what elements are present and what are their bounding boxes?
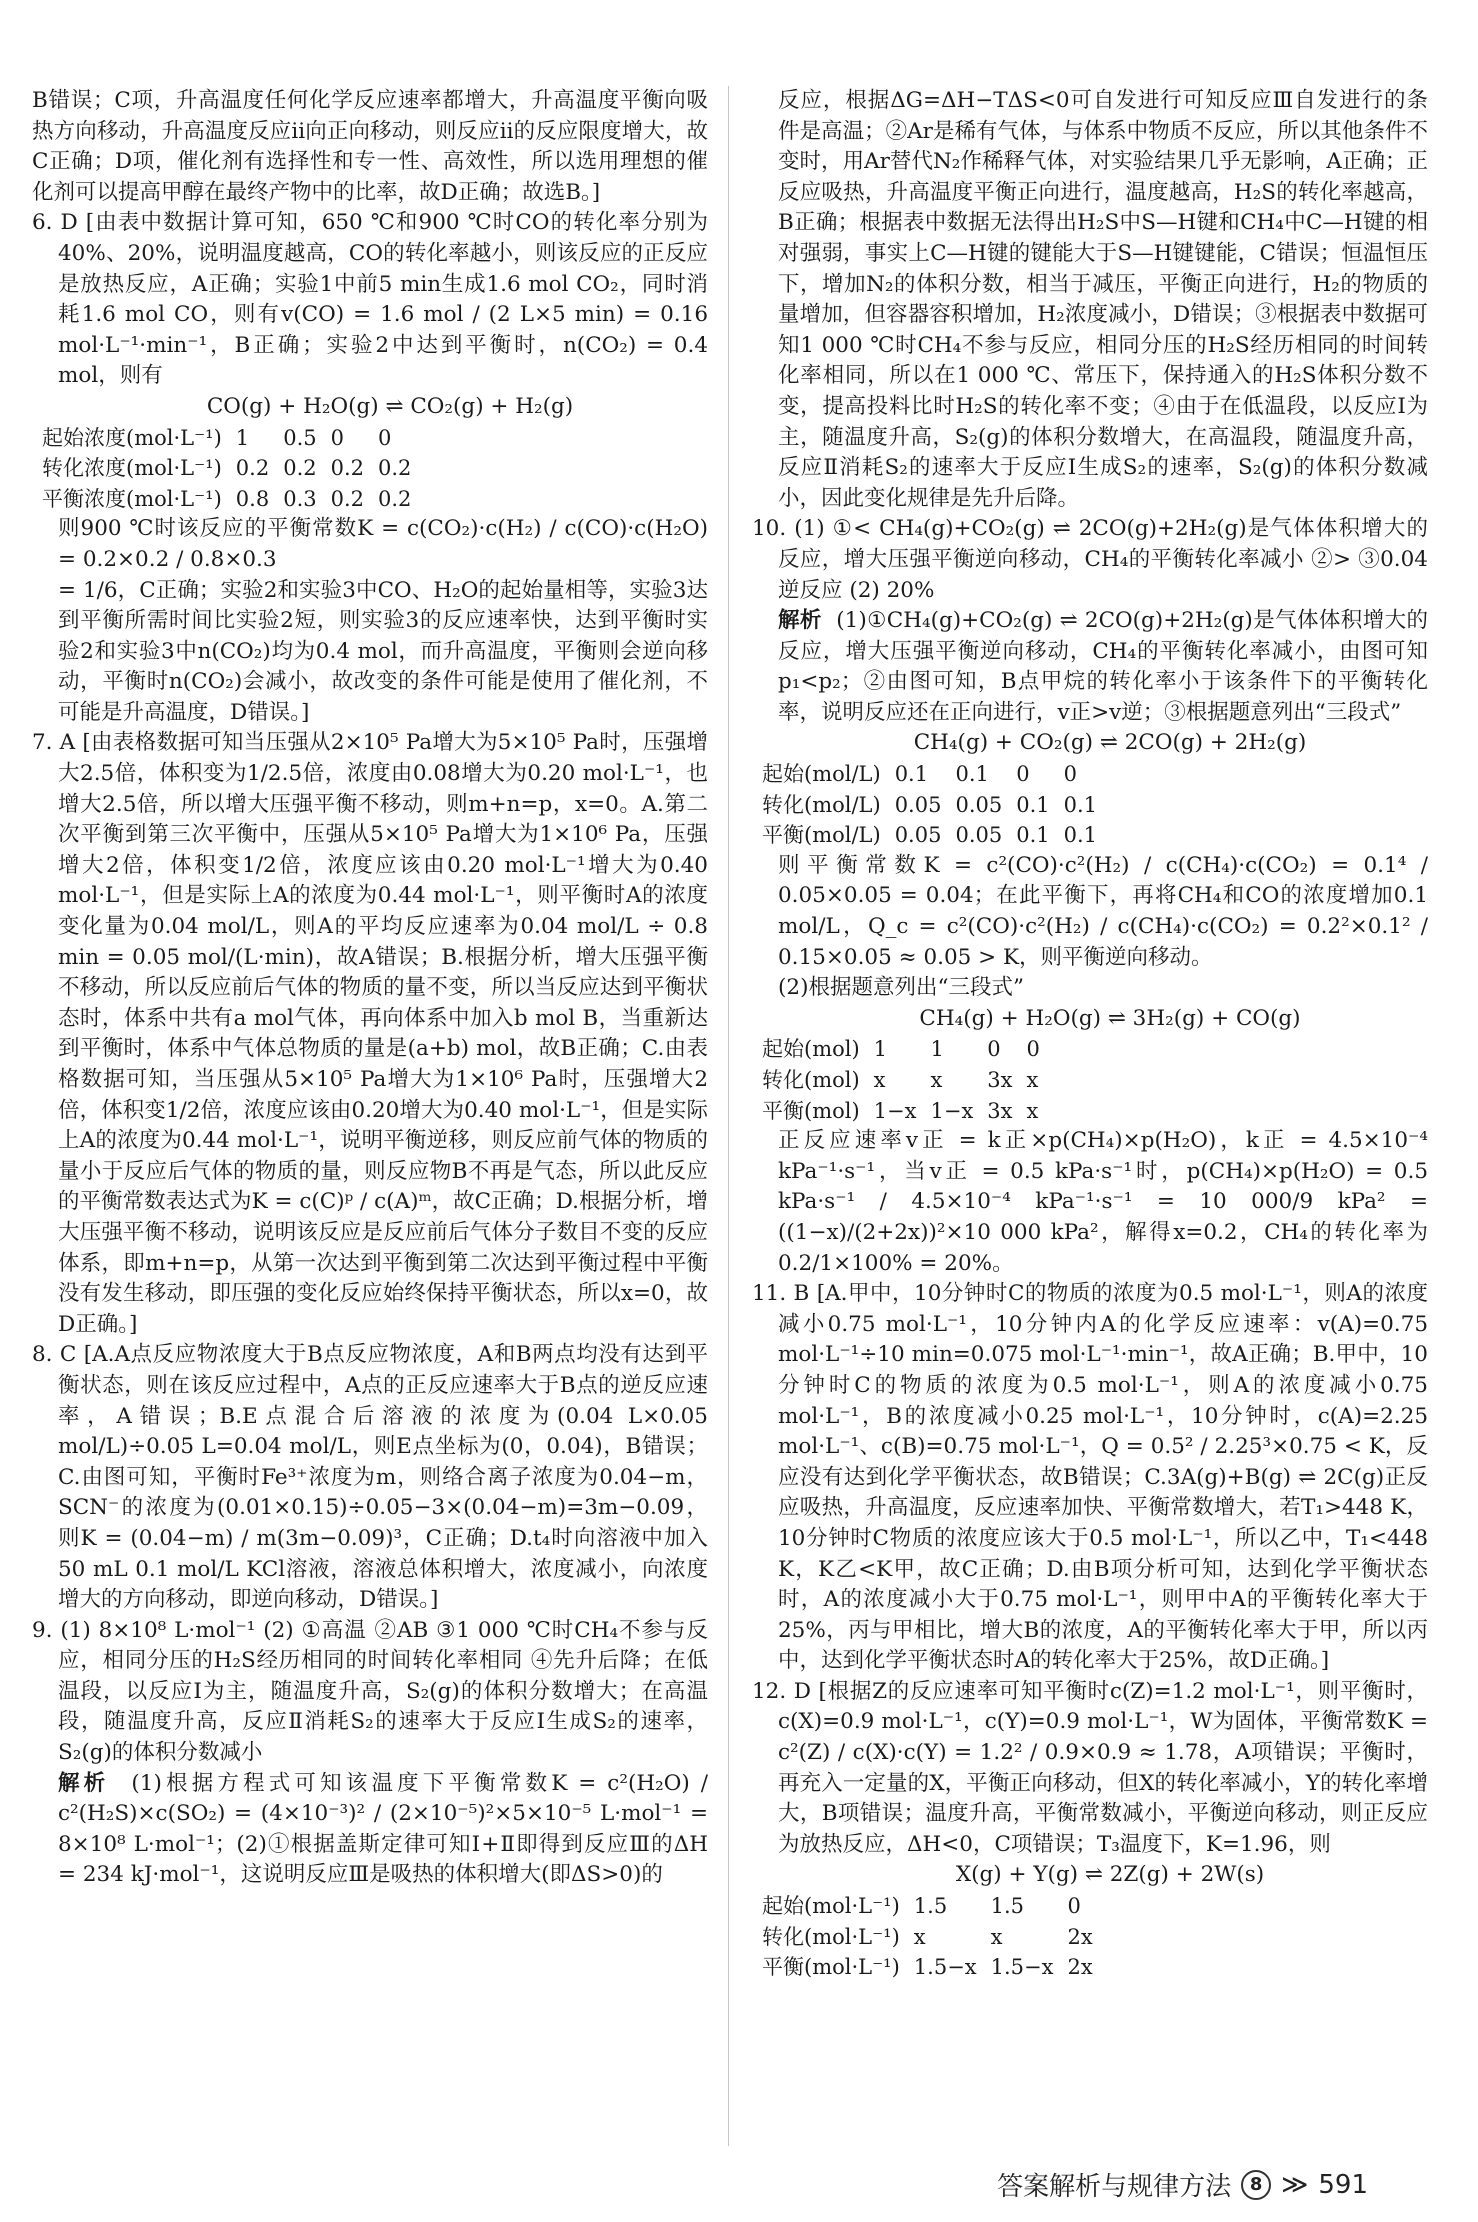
table-row: 平衡浓度(mol·L⁻¹) 0.8 0.3 0.2 0.2 [42,486,412,511]
three-step-table [762,759,1111,851]
table-row: 转化(mol) x x 3x x [762,1068,1039,1092]
equation: CH₄(g) + CO₂(g) ⇌ 2CO(g) + 2H₂(g) [913,730,1307,756]
table-row: 起始(mol/L) 0.1 0.1 0 0 [762,762,1077,787]
answer-8: 8. C [A.A点反应物浓度大于B点反应物浓度，A和B两点均没有达到平衡状态，则在该反应过程中，A点的正反应速率大于B点的逆反应速率，A错误；B.E点混合后溶液的浓度为(0.04 L×0.05 mol/L)÷0.05 L=0.04 mol/L，则E点坐标为(0，0.04)，B错误；C.由图可知，平衡时Fe³⁺浓度为m，则络合离子浓度为0.04−m，SCN⁻的浓度为(0.01×0.15)÷0.05−3×(0.04−m)=3m−0.09，则K = (0.04−m) / m(3m−0.09)³，C正确；D.t₄时向溶液中加入50 mL 0.1 mol/L KCl溶液，溶液总体积增大，浓度减小，向浓度增大的方向移动，即逆向移动，D错误。] [32,1342,708,1613]
table-row: 平衡(mol) 1−x 1−x 3x x [762,1098,1039,1123]
paragraph: 则900 ℃时该反应的平衡常数K = c(CO₂)·c(H₂) / c(CO)·c(H₂O) = 0.2×0.2 / 0.8×0.3 [58,516,708,572]
left-column [32,86,708,1891]
analysis-text: (1)根据方程式可知该温度下平衡常数K = c²(H₂O) / c²(H₂S)×c(SO₂) = (4×10⁻³)² / (2×10⁻⁵)²×5×10⁻⁵ L·mol⁻¹ = 8×10⁸ L·mol⁻¹；(2)①根据盖斯定律可知Ⅰ+Ⅱ即得到反应Ⅲ的ΔH = 234 kJ·mol⁻¹，这说明反应Ⅲ是吸热的体积增大(即ΔS>0)的 [58,1770,708,1888]
paragraph: 则平衡常数K = c²(CO)·c²(H₂) / c(CH₄)·c(CO₂) = 0.1⁴ / 0.05×0.05 = 0.04；在此平衡下，再将CH₄和CO的浓度增加0.1 mol/L，Q_c = c²(CO)·c²(H₂) / c(CH₄)·c(CO₂) = 0.2²×0.1² / 0.15×0.05 ≈ 0.05 > K，则平衡逆向移动。 [778,852,1428,970]
equation: CO(g) + H₂O(g) ⇌ CO₂(g) + H₂(g) [206,393,574,419]
table-row: 起始(mol) 1 1 0 0 [762,1037,1040,1062]
page-footer [997,2166,1368,2203]
paragraph: B错误；C项，升高温度任何化学反应速率都增大，升高温度平衡向吸热方向移动，升高温度反应ⅱ向正向移动，则反应ⅱ的反应限度增大，故C正确；D项，催化剂有选择性和专一性、高效性，所以选用理想的催化剂可以提高甲醇在最终产物中的比率，故D正确；故选B。] [32,88,708,205]
table-row: 转化浓度(mol·L⁻¹) 0.2 0.2 0.2 0.2 [42,456,412,481]
three-step-table [762,1891,1107,1983]
table-row: 转化(mol·L⁻¹) x x 2x [762,1924,1093,1949]
equation: CH₄(g) + H₂O(g) ⇌ 3H₂(g) + CO(g) [919,1005,1301,1031]
answer-12: 12. D [根据Z的反应速率可知平衡时c(Z)=1.2 mol·L⁻¹，则平衡时，c(X)=0.9 mol·L⁻¹，c(Y)=0.9 mol·L⁻¹，W为固体，平衡常数K = c²(Z) / c(X)·c(Y) = 1.2² / 0.9×0.9 ≈ 1.78，A项错误；平衡时，再充入一定量的X，平衡正向移动，但X的转化率减小，Y的转化率增大，B项错误；温度升高，平衡常数减小，平衡逆向移动，则正反应为放热反应，ΔH<0，C项错误；T₃温度下，K=1.96，则 [752,1678,1428,1857]
equation: X(g) + Y(g) ⇌ 2Z(g) + 2W(s) [955,1862,1265,1888]
answer-10: 10. (1) ①< CH₄(g)+CO₂(g) ⇌ 2CO(g)+2H₂(g)是气体体积增大的反应，增大压强平衡逆向移动，CH₄的平衡转化率减小 ②> ③0.04 逆反应 (2) 20% [752,516,1428,603]
paragraph: = 1/6，C正确；实验2和实验3中CO、H₂O的起始量相等，实验3达到平衡所需时间比实验2短，则实验3的反应速率快，达到平衡时实验2和实验3中n(CO₂)均为0.4 mol，而升高温度，平衡则会逆向移动，平衡时n(CO₂)会减小，故改变的条件可能是使用了催化剂，不可能是升高温度，D错误。] [58,577,708,725]
answer-6: 6. D [由表中数据计算可知，650 ℃和900 ℃时CO的转化率分别为40%、20%，说明温度越高，CO的转化率越小，则该反应的正反应是放热反应，A正确；实验1中前5 min生成1.6 mol CO₂，同时消耗1.6 mol CO，则有v(CO) = 1.6 mol / (2 L×5 min) = 0.16 mol·L⁻¹·min⁻¹，B正确；实验2中达到平衡时，n(CO₂) = 0.4 mol，则有 [32,210,708,389]
three-step-table [762,1034,1054,1126]
right-column [752,86,1428,1983]
table-row: 平衡(mol/L) 0.05 0.05 0.1 0.1 [762,823,1098,848]
double-chevron-icon: ≫ [1281,2169,1303,2200]
answer-11: 11. B [A.甲中，10分钟时C的物质的浓度为0.5 mol·L⁻¹，则A的浓度减小0.75 mol·L⁻¹，10分钟内A的化学反应速率：v(A)=0.75 mol·L⁻¹÷10 min=0.075 mol·L⁻¹·min⁻¹，故A正确；B.甲中，10分钟时C的物质的浓度为0.5 mol·L⁻¹，则A的浓度减小0.75 mol·L⁻¹，B的浓度减小0.25 mol·L⁻¹，10分钟时，c(A)=2.25 mol·L⁻¹、c(B)=0.75 mol·L⁻¹，Q = 0.5² / 2.25³×0.75 < K，反应没有达到化学平衡状态，故B错误；C.3A(g)+B(g) ⇌ 2C(g)正反应吸热，升高温度，反应速率加快、平衡常数增大，若T₁>448 K，10分钟时C物质的浓度应该大于0.5 mol·L⁻¹，所以乙中，T₁<448 K，K乙<K甲，故C正确；D.由B项分析可知，达到化学平衡状态时，A的浓度减小大于0.75 mol·L⁻¹，则甲中A的平衡转化率大于25%，丙与甲相比，增大B的浓度，A的平衡转化率大于甲，所以丙中，达到化学平衡状态时A的转化率大于25%，故D正确。] [752,1281,1428,1674]
answer-7: 7. A [由表格数据可知当压强从2×10⁵ Pa增大为5×10⁵ Pa时，压强增大2.5倍，体积变为1/2.5倍，浓度由0.08增大为0.20 mol·L⁻¹，也增大2.5倍，所以增大压强平衡不移动，则m+n=p，x=0。A.第二次平衡到第三次平衡中，压强从5×10⁵ Pa增大为1×10⁶ Pa，压强增大2倍，体积变1/2倍，浓度应该由0.20 mol·L⁻¹增大为0.40 mol·L⁻¹，但是实际上A的浓度为0.44 mol·L⁻¹，则平衡时A的浓度变化量为0.04 mol/L，则A的平均反应速率为0.04 mol/L ÷ 0.8 min = 0.05 mol/(L·min)，故A错误；B.根据分析，增大压强平衡不移动，所以反应前后气体的物质的量不变，所以当反应达到平衡状态时，体系中共有a mol气体，再向体系中加入b mol B，当重新达到平衡时，体系中气体总物质的量是(a+b) mol，故B正确；C.由表格数据可知，当压强从5×10⁵ Pa增大为1×10⁶ Pa时，压强增大2倍，体积变1/2倍，浓度应该由0.20增大为0.40 mol·L⁻¹，但是实际上A的浓度为0.44 mol·L⁻¹，说明平衡逆移，则反应前气体的物质的量小于反应后气体的物质的量，则反应物B不再是气态，所以此反应的平衡常数表达式为K = c(C)ᵖ / c(A)ᵐ，故C正确；D.根据分析，增大压强平衡不移动，说明该反应是反应前后气体分子数目不变的反应体系，即m+n=p，从第一次达到平衡到第二次达到平衡过程中平衡没有发生移动，即压强的变化反应始终保持平衡状态，所以x=0，故D正确。] [32,730,708,1337]
volume-badge: 8 [1241,2170,1271,2200]
table-row: 起始浓度(mol·L⁻¹) 1 0.5 0 0 [42,425,392,450]
footer-label: 答案解析与规律方法 [997,2172,1232,2202]
paragraph: (2)根据题意列出“三段式” [778,975,1024,1001]
analysis-label: 解析 [778,608,822,634]
three-step-table [42,423,425,515]
table-row: 转化(mol/L) 0.05 0.05 0.1 0.1 [762,792,1098,817]
paragraph: 反应，根据ΔG=ΔH−TΔS<0可自发进行可知反应Ⅲ自发进行的条件是高温；②Ar是稀有气体，与体系中物质不反应，所以其他条件不变时，用Ar替代N₂作稀释气体，对实验结果几乎无影响，A正确；正反应吸热，升高温度平衡正向进行，温度越高，H₂S的转化率越高，B正确；根据表中数据无法得出H₂S中S—H键和CH₄中C—H键的相对强弱，事实上C—H键的键能大于S—H键键能，C错误；恒温恒压下，增加N₂的体积分数，相当于减压，平衡正向进行，H₂的物质的量增加，但容器容积增加，H₂浓度减小，D错误；③根据表中数据可知1 000 ℃时CH₄不参与反应，相同分压的H₂S经历相同的时间转化率相同，所以在1 000 ℃、常压下，保持通入的H₂S体积分数不变，提高投料比时H₂S的转化率不变；④由于在低温段，以反应Ⅰ为主，随温度升高，S₂(g)的体积分数增大，在高温段，随温度升高，反应Ⅱ消耗S₂的速率大于反应Ⅰ生成S₂的速率，S₂(g)的体积分数减小，因此变化规律是先升后降。 [778,88,1428,511]
analysis-label: 解析 [58,1770,110,1796]
table-row: 平衡(mol·L⁻¹) 1.5−x 1.5−x 2x [762,1955,1093,1980]
paragraph: 正反应速率v正 = k正×p(CH₄)×p(H₂O)，k正 = 4.5×10⁻⁴ kPa⁻¹·s⁻¹，当v正 = 0.5 kPa·s⁻¹时，p(CH₄)×p(H₂O) = 0.5 kPa·s⁻¹ / 4.5×10⁻⁴ kPa⁻¹·s⁻¹ = 10 000/9 kPa² = ((1−x)/(2+2x))²×10 000 kPa²，解得x=0.2，CH₄的转化率为0.2/1×100% = 20%。 [778,1128,1428,1276]
table-row: 起始(mol·L⁻¹) 1.5 1.5 0 [762,1894,1081,1919]
analysis [752,606,1428,728]
column-divider [728,86,729,2146]
answer-9: 9. (1) 8×10⁸ L·mol⁻¹ (2) ①高温 ②AB ③1 000 ℃时CH₄不参与反应，相同分压的H₂S经历相同的时间转化率相同 ④先升后降；在低温段，以反应Ⅰ为主，随温度升高，S₂(g)的体积分数增大；在高温段，随温度升高，反应Ⅱ消耗S₂的速率大于反应Ⅰ生成S₂的速率，S₂(g)的体积分数减小 [32,1617,708,1766]
page-number: 591 [1318,2169,1368,2200]
analysis [32,1769,708,1891]
analysis-text: (1)①CH₄(g)+CO₂(g) ⇌ 2CO(g)+2H₂(g)是气体体积增大的反应，增大压强平衡逆向移动，CH₄的平衡转化率减小，由图可知p₁<p₂；②由图可知，B点甲烷的转化率小于该条件下的平衡转化率，说明反应还在正向进行，v正>v逆；③根据题意列出“三段式” [778,608,1428,725]
